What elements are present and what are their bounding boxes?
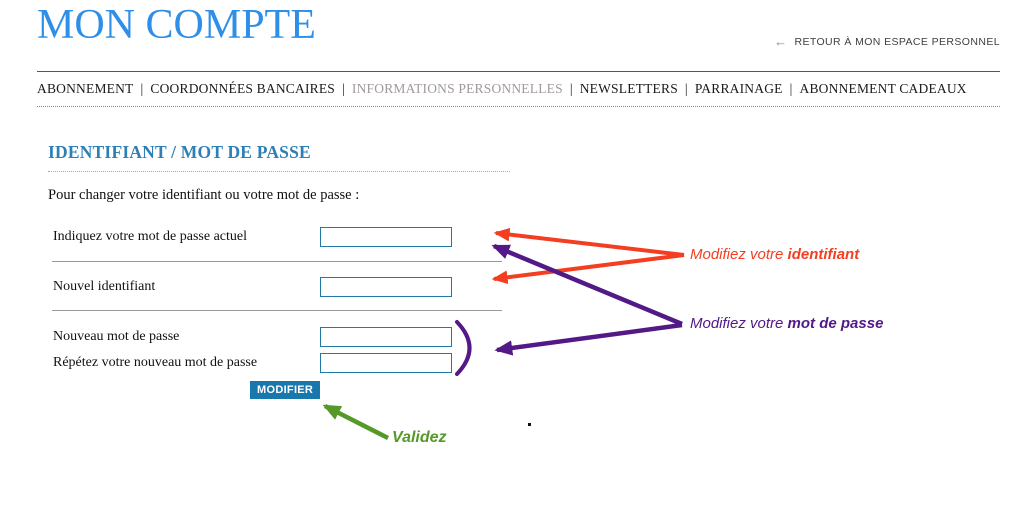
- nav-item-informations-personnelles[interactable]: INFORMATIONS PERSONNELLES: [351, 81, 563, 96]
- intro-text: Pour changer votre identifiant ou votre mot de passe :: [48, 187, 360, 203]
- green-arrow-to-modifier-button: [325, 406, 388, 438]
- annotation-mot-de-passe-prefix: Modifiez votre: [690, 315, 788, 332]
- new-identifier-label: Nouvel identifiant: [53, 279, 156, 294]
- repeat-password-input[interactable]: [320, 353, 452, 373]
- nav-item-abonnement[interactable]: ABONNEMENT: [37, 81, 134, 96]
- nav-separator: |: [684, 81, 688, 96]
- purple-arrow-to-bracket: [497, 325, 682, 350]
- purple-arrow-to-current-password: [494, 246, 682, 324]
- row-divider: [52, 261, 502, 262]
- section-title: IDENTIFIANT / MOT DE PASSE: [48, 142, 311, 162]
- row-divider: [52, 310, 502, 311]
- page-title: MON COMPTE: [37, 2, 316, 48]
- current-password-label: Indiquez votre mot de passe actuel: [53, 229, 247, 244]
- purple-group-bracket: [457, 322, 470, 374]
- annotation-mot-de-passe: [690, 315, 883, 332]
- annotation-mot-de-passe-emphasis: mot de passe: [787, 315, 884, 332]
- new-password-input[interactable]: [320, 327, 452, 347]
- back-arrow-icon: ←: [774, 34, 788, 49]
- annotation-identifiant-prefix: Modifiez votre: [690, 246, 788, 263]
- nav-separator: |: [342, 81, 345, 96]
- nav-item-newsletters[interactable]: NEWSLETTERS: [579, 81, 678, 96]
- back-to-personal-space-link[interactable]: [774, 34, 1000, 49]
- new-password-label: Nouveau mot de passe: [53, 329, 180, 344]
- back-link-label: RETOUR À MON ESPACE PERSONNEL: [794, 35, 1000, 48]
- red-arrow-to-new-identifier: [494, 255, 684, 279]
- section-divider: [48, 171, 510, 172]
- account-nav: [37, 71, 1000, 107]
- nav-item-abonnement-cadeaux[interactable]: ABONNEMENT CADEAUX: [799, 81, 967, 96]
- nav-item-parrainage[interactable]: PARRAINAGE: [694, 81, 783, 96]
- annotation-identifiant: [690, 246, 859, 263]
- annotation-validez: Validez: [392, 429, 447, 446]
- nav-item-coordonnees-bancaires[interactable]: COORDONNÉES BANCAIRES: [150, 81, 335, 96]
- repeat-password-label: Répétez votre nouveau mot de passe: [53, 355, 258, 370]
- new-identifier-input[interactable]: [320, 277, 452, 297]
- annotation-identifiant-emphasis: identifiant: [787, 246, 860, 263]
- current-password-input[interactable]: [320, 227, 452, 247]
- modifier-button[interactable]: MODIFIER: [250, 381, 320, 399]
- red-arrow-to-current-password: [496, 233, 684, 255]
- stray-dot: [528, 423, 531, 426]
- nav-separator: |: [789, 81, 793, 96]
- nav-separator: |: [569, 81, 573, 96]
- nav-separator: |: [140, 81, 144, 96]
